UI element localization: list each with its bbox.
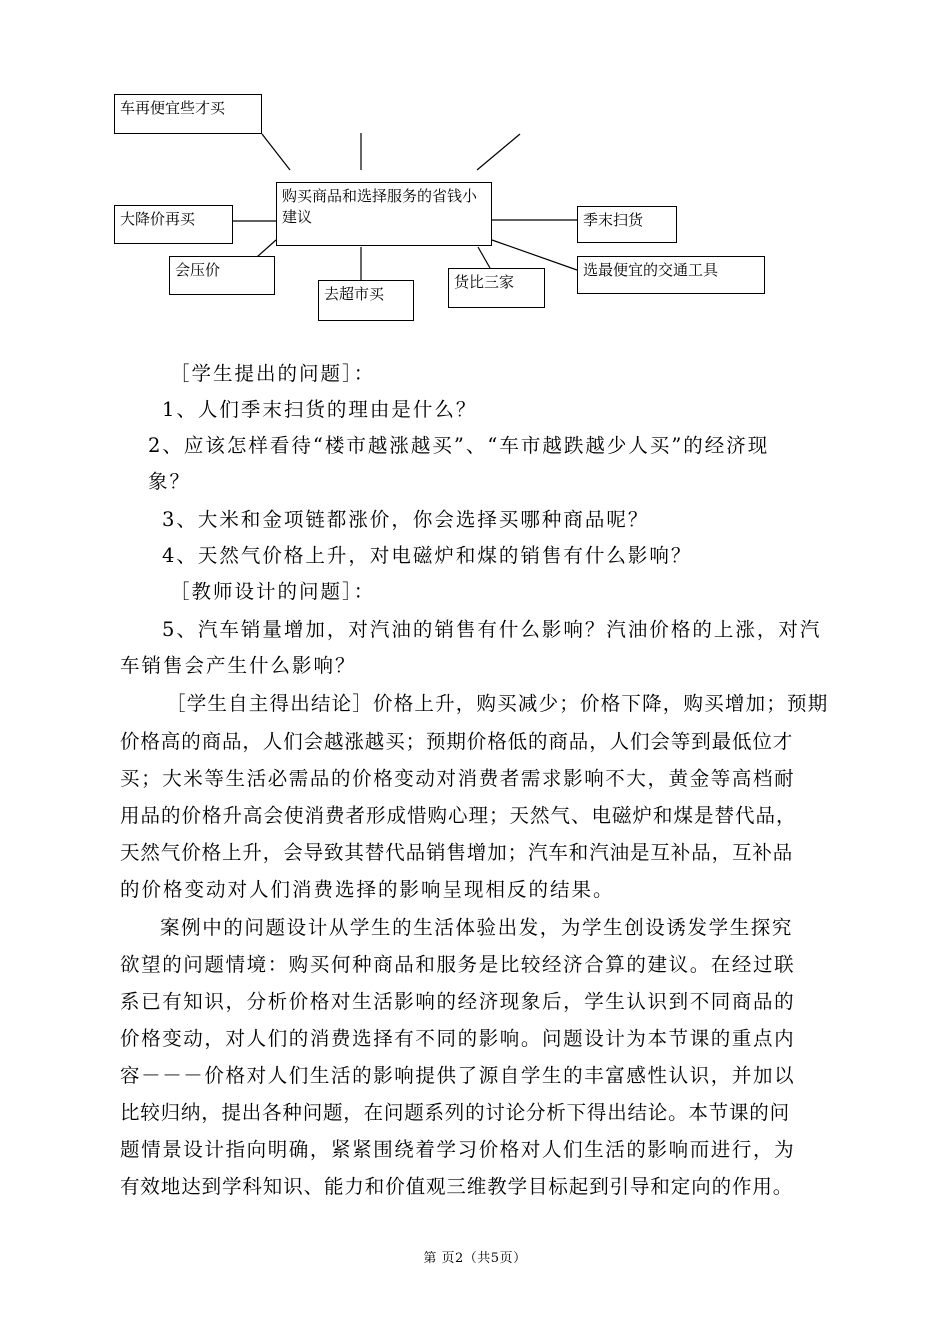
- mind-map-diagram: [0, 0, 950, 340]
- node-center: [276, 182, 492, 246]
- analysis-line: 有效地达到学科知识、能力和价值观三维教学目标起到引导和定向的作用。: [120, 1175, 794, 1198]
- question-5-line-1: 5、汽车销量增加，对汽油的销售有什么影响？汽油价格的上涨，对汽: [162, 618, 822, 641]
- node-bargain: [169, 256, 275, 295]
- analysis-line: 欲望的问题情境：购买何种商品和服务是比较经济合算的建议。在经过联: [120, 953, 796, 976]
- question-1: 1、人们季末扫货的理由是什么？: [162, 398, 478, 421]
- conclusion-line: 买；大米等生活必需品的价格变动对消费者需求影响不大，黄金等高档耐: [120, 767, 796, 790]
- analysis-line: 比较归纳，提出各种问题，在问题系列的讨论分析下得出结论。本节课的问: [120, 1101, 790, 1124]
- conclusion-line: 天然气价格上升，会导致其替代品销售增加；汽车和汽油是互补品，互补品: [120, 841, 794, 864]
- node-cheapest-transport-label: 选最便宜的交通工具: [583, 261, 719, 279]
- node-season-end: [577, 206, 677, 243]
- conclusion-line: ［学生自主得出结论］价格上升，购买减少；价格下降，购买增加；预期: [166, 692, 829, 715]
- node-big-discount: [114, 205, 233, 244]
- analysis-line: 系已有知识，分析价格对生活影响的经济现象后，学生认识到不同商品的: [120, 990, 796, 1013]
- connector-transport: [492, 240, 577, 270]
- connector-car-cheaper: [262, 134, 290, 170]
- node-car-cheaper-label: 车再便宜些才买: [120, 99, 226, 117]
- node-supermarket: [318, 280, 414, 321]
- student-questions-heading: ［学生提出的问题］：: [170, 362, 376, 385]
- analysis-line: 案例中的问题设计从学生的生活体验出发，为学生创设诱发学生探究: [160, 916, 794, 939]
- node-center-label: 购买商品和选择服务的省钱小建议: [282, 187, 478, 226]
- node-supermarket-label: 去超市买: [324, 285, 385, 303]
- question-2-line-1: 2、应该怎样看待“楼市越涨越买”、“车市越跌越少人买”的经济现: [148, 434, 770, 457]
- question-5-line-2: 车销售会产生什么影响？: [120, 654, 357, 677]
- conclusion-line: 价格高的商品，人们会越涨越买；预期价格低的商品，人们会等到最低位才: [120, 730, 794, 753]
- conclusion-line: 的价格变动对人们消费选择的影响呈现相反的结果。: [120, 878, 615, 901]
- node-compare: [448, 268, 545, 308]
- connector-compare: [478, 247, 490, 268]
- node-big-discount-label: 大降价再买: [120, 210, 196, 228]
- node-car-cheaper: [114, 94, 262, 134]
- node-compare-label: 货比三家: [454, 273, 515, 291]
- question-3: 3、大米和金项链都涨价，你会选择买哪种商品呢？: [162, 508, 650, 531]
- page-footer: 第 页2（共5页）: [423, 1251, 527, 1266]
- node-season-end-label: 季末扫货: [583, 211, 644, 229]
- question-2-line-2: 象？: [148, 470, 192, 493]
- analysis-line: 容－－－价格对人们生活的影响提供了源自学生的丰富感性认识，并加以: [120, 1064, 796, 1087]
- question-4: 4、天然气价格上升，对电磁炉和煤的销售有什么影响？: [162, 544, 693, 567]
- teacher-questions-heading: ［教师设计的问题］：: [170, 580, 376, 603]
- connector-top-right-empty: [477, 134, 520, 170]
- node-cheapest-transport: [577, 256, 765, 294]
- node-bargain-label: 会压价: [175, 261, 221, 279]
- analysis-line: 价格变动，对人们的消费选择有不同的影响。问题设计为本节课的重点内: [120, 1027, 796, 1050]
- analysis-line: 题情景设计指向明确，紧紧围绕着学习价格对人们生活的影响而进行，为: [120, 1138, 796, 1161]
- conclusion-line: 用品的价格升高会使消费者形成惜购心理；天然气、电磁炉和煤是替代品，: [120, 804, 797, 827]
